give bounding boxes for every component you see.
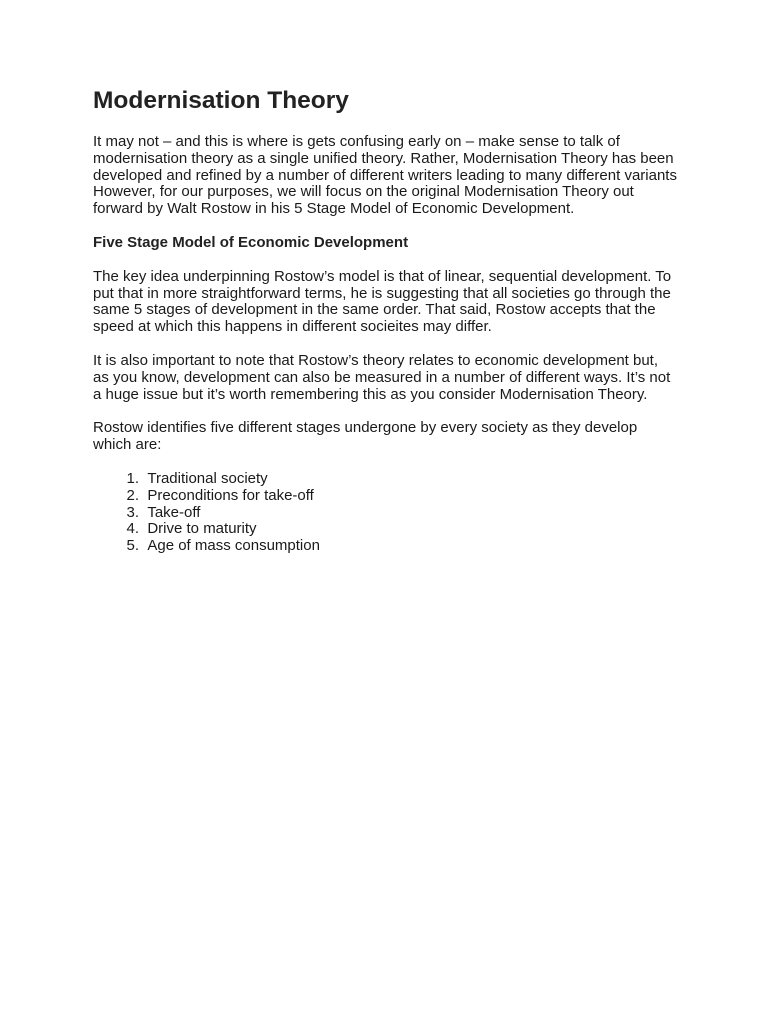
list-item <box>93 538 677 555</box>
stage-label: Traditional society <box>147 469 268 487</box>
paragraph-stages-intro: Rostow identifies five different stages undergone by every society as they develop which are: <box>93 419 638 454</box>
stage-label: Preconditions for take-off <box>147 486 314 504</box>
paragraph-key-idea: The key idea underpinning Rostow’s model is that of linear, sequential development. To put that in more straightforward terms, he is suggesting that all societies go through the same 5 stages of development in the same order. That said, Rostow accepts that the speed at which this happens in different socieites may differ. <box>93 267 672 336</box>
list-item-label <box>139 471 268 488</box>
document-title: Modernisation Theory <box>93 87 349 114</box>
list-item-label <box>139 505 200 522</box>
list-item-number: 4. <box>126 520 139 538</box>
stage-label: Age of mass consumption <box>147 537 320 555</box>
list-item-label <box>139 538 320 555</box>
list-item-number: 1. <box>126 469 139 487</box>
list-item-number: 2. <box>126 486 139 504</box>
section-subheading: Five Stage Model of Economic Development <box>93 233 409 251</box>
list-item-number: 5. <box>126 537 139 555</box>
stage-label: Take-off <box>147 503 201 521</box>
list-item <box>93 488 677 505</box>
list-item-number: 3. <box>126 503 139 521</box>
list-item-label <box>139 488 314 505</box>
list-item <box>93 471 677 488</box>
list-item <box>93 521 677 538</box>
list-item-label <box>139 521 257 538</box>
stage-label: Drive to maturity <box>147 520 257 538</box>
list-item <box>93 505 677 522</box>
intro-paragraph: It may not – and this is where is gets confusing early on – make sense to talk of modernisation theory as a single unified theory. Rather, Modernisation Theory has been developed and refined by a number of different writers leading to many different variants However, for our purposes, we will focus on the original Modernisation Theory out forward by Walt Rostow in his 5 Stage Model of Economic Development. <box>93 133 677 218</box>
stages-list <box>93 471 677 555</box>
document-page <box>93 84 677 555</box>
paragraph-economic-note: It is also important to note that Rostow’s theory relates to economic development but, as you know, development can also be measured in a number of different ways. It’s not a huge issue but it’s worth remembering this as you consider Modernisation Theory. <box>93 351 671 403</box>
